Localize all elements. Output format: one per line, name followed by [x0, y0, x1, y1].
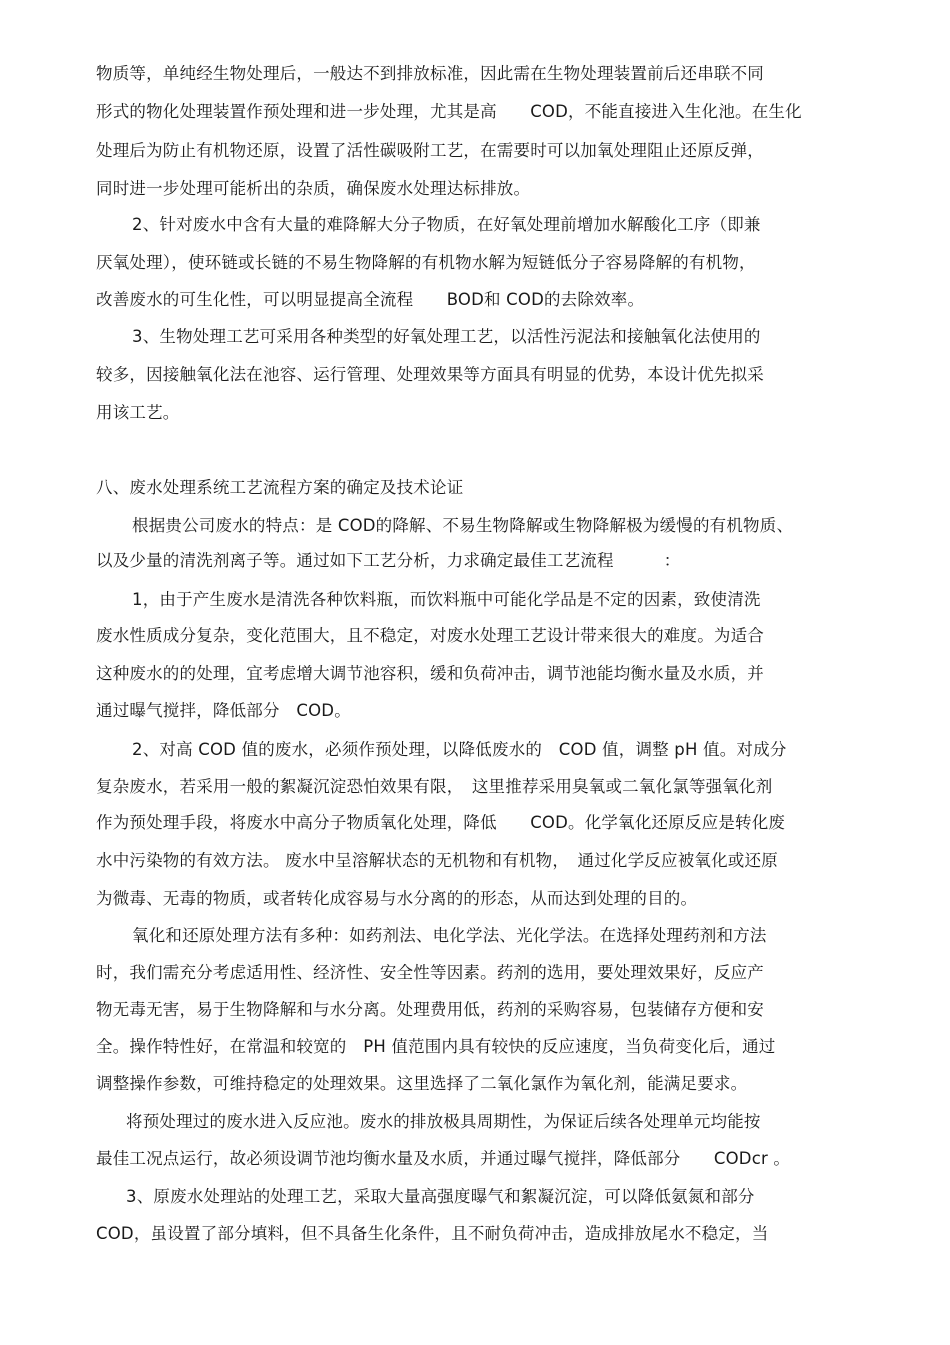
text-line: 厌氧处理），使环链或长链的不易生物降解的有机物水解为短链低分子容易降解的有机物，	[96, 253, 756, 272]
text-line: 较多，因接触氧化法在池容、运行管理、处理效果等方面具有明显的优势，本设计优先拟采	[96, 365, 764, 384]
text-line: 全。操作特性好，在常温和较宽的 PH 值范围内具有较快的反应速度，当负荷变化后，通过	[96, 1037, 776, 1056]
text-line: 3、原废水处理站的处理工艺，采取大量高强度曝气和絮凝沉淀，可以降低氨氮和部分	[126, 1187, 755, 1206]
text-line: 氧化和还原处理方法有多种：如药剂法、电化学法、光化学法。在选择处理药剂和方法	[132, 926, 767, 945]
text-line: 最佳工况点运行，故必须设调节池均衡水量及水质，并通过曝气搅拌，降低部分 CODcr 。	[96, 1149, 791, 1168]
text-line: 为微毒、无毒的物质，或者转化成容易与水分离的的形态，从而达到处理的目的。	[96, 889, 698, 908]
text-line: 复杂废水，若采用一般的絮凝沉淀恐怕效果有限， 这里推荐采用臭氧或二氧化氯等强氧化剂	[96, 777, 773, 796]
text-line: 同时进一步处理可能析出的杂质，确保废水处理达标排放。	[96, 179, 531, 198]
text-line: 这种废水的的处理，宜考虑增大调节池容积，缓和负荷冲击，调节池能均衡水量及水质，并	[96, 664, 764, 683]
text-line: 处理后为防止有机物还原，设置了活性碳吸附工艺，在需要时可以加氧处理阻止还原反弹，	[96, 141, 764, 160]
text-line: 1，由于产生废水是清洗各种饮料瓶，而饮料瓶中可能化学品是不定的因素，致使清洗	[132, 590, 761, 609]
text-line: 用该工艺。	[96, 403, 180, 422]
text-line: 水中污染物的有效方法。 废水中呈溶解状态的无机物和有机物， 通过化学反应被氧化或还原	[96, 851, 778, 870]
text-line: 调整操作参数，可维持稳定的处理效果。这里选择了二氧化氯作为氧化剂，能满足要求。	[96, 1074, 748, 1093]
text-line: 形式的物化处理装置作预处理和进一步处理，尤其是高 COD，不能直接进入生化池。在生化	[96, 102, 802, 121]
text-line: 以及少量的清洗剂离子等。通过如下工艺分析，力求确定最佳工艺流程 ：	[96, 551, 681, 570]
text-line: 时，我们需充分考虑适用性、经济性、安全性等因素。药剂的选用，要处理效果好，反应产	[96, 963, 764, 982]
text-line: 物质等，单纯经生物处理后，一般达不到排放标准，因此需在生物处理装置前后还串联不同	[96, 64, 764, 83]
text-line: 废水性质成分复杂，变化范围大，且不稳定，对废水处理工艺设计带来很大的难度。为适合	[96, 626, 764, 645]
text-line: 作为预处理手段，将废水中高分子物质氧化处理，降低 COD。化学氧化还原反应是转化废	[96, 813, 786, 832]
text-line: 改善废水的可生化性，可以明显提高全流程 BOD和 COD的去除效率。	[96, 290, 645, 309]
text-line: 3、生物处理工艺可采用各种类型的好氧处理工艺，以活性污泥法和接触氧化法使用的	[132, 327, 761, 346]
text-line: 通过曝气搅拌，降低部分 COD。	[96, 701, 351, 720]
text-line: 将预处理过的废水进入反应池。废水的排放极具周期性，为保证后续各处理单元均能按	[126, 1112, 761, 1131]
text-line: 根据贵公司废水的特点：是 COD的降解、不易生物降解或生物降解极为缓慢的有机物质、	[132, 516, 794, 535]
text-line: 2、对高 COD 值的废水，必须作预处理，以降低废水的 COD 值，调整 pH 值。对成分	[132, 740, 787, 759]
text-line: 物无毒无害，易于生物降解和与水分离。处理费用低，药剂的采购容易，包装储存方便和安	[96, 1000, 764, 1019]
text-line: COD，虽设置了部分填料，但不具备生化条件，且不耐负荷冲击，造成排放尾水不稳定，当	[96, 1224, 769, 1243]
text-line: 2、针对废水中含有大量的难降解大分子物质，在好氧处理前增加水解酸化工序（即兼	[132, 215, 761, 234]
section-heading: 八、废水处理系统工艺流程方案的确定及技术论证	[96, 478, 464, 497]
